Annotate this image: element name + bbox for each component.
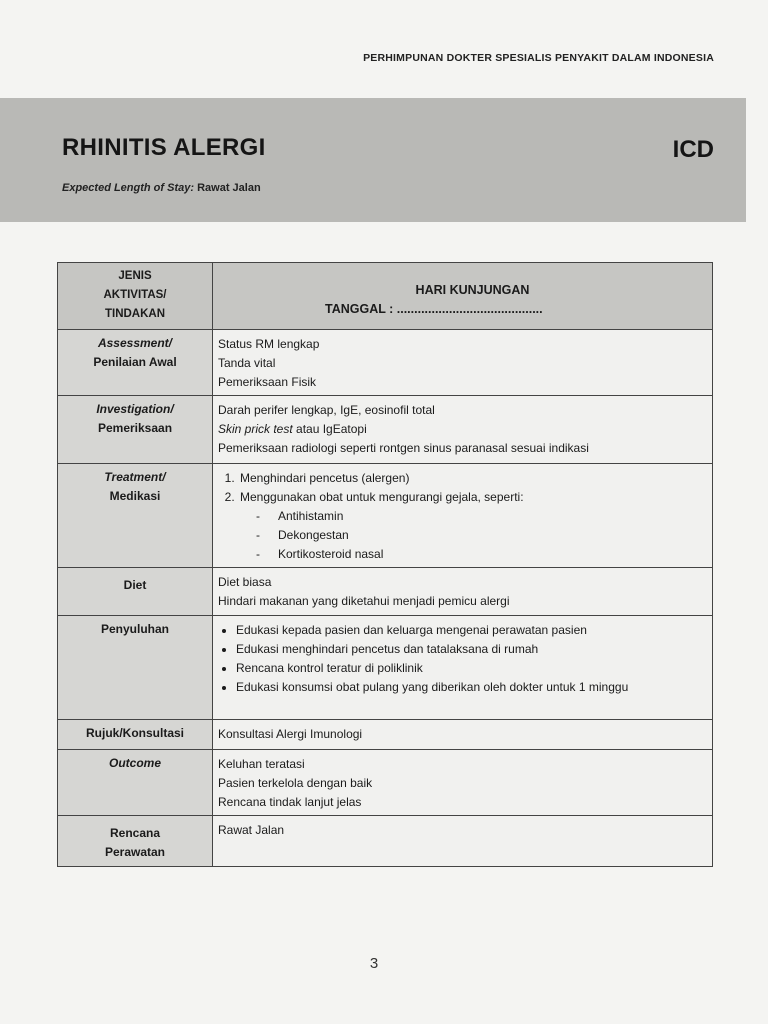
list-item: • Edukasi konsumsi obat pulang yang diberikan oleh dokter untuk 1 minggu [236,678,706,697]
table-row [58,720,713,750]
page-number: 3 [369,955,379,972]
table-row [58,396,713,464]
row-content-treatment [213,464,713,568]
title-banner [0,98,746,222]
row-content-outcome: Keluhan teratasi Pasien terkelola dengan baik Rencana tindak lanjut jelas [213,750,713,816]
los-label: Expected Length of Stay: [62,182,195,194]
row-content-penyuluhan [213,616,713,720]
row-content-investigation: Darah perifer lengkap, IgE, eosinofil total Skin prick test atau IgEatopi Pemeriksaan radiologi seperti rontgen sinus paranasal sesuai indikasi [213,396,713,464]
list-item: • Edukasi menghindari pencetus dan tatalaksana di rumah [236,640,706,659]
clinical-pathway-table [57,262,713,867]
list-item: • Edukasi kepada pasien dan keluarga mengenai perawatan pasien [236,621,706,640]
list-item: 2. Menggunakan obat untuk mengurangi gejala, seperti: - Antihistamin - Dekongestan - Kortikosteroid nasal [238,488,706,564]
activity-column-header: JENIS AKTIVITAS/ TINDAKAN [58,263,213,330]
table-row [58,616,713,720]
visit-day-column-header [213,263,713,330]
row-label-diet: Diet [58,568,213,616]
education-list [218,621,706,697]
table-row [58,750,713,816]
list-item: 1. Menghindari pencetus (alergen) [238,469,706,488]
row-content-diet: Diet biasa Hindari makanan yang diketahui menjadi pemicu alergi [213,568,713,616]
los-value: Rawat Jalan [197,182,261,194]
list-item: - Antihistamin [254,507,706,526]
row-label-penyuluhan: Penyuluhan [58,616,213,720]
row-label-investigation: Investigation/ Pemeriksaan [58,396,213,464]
table-row [58,816,713,867]
table-row [58,568,713,616]
list-item: • Rencana kontrol teratur di poliklinik [236,659,706,678]
row-label-treatment: Treatment/ Medikasi [58,464,213,568]
date-label: TANGGAL : .......................................... [325,302,543,316]
row-label-rencana: Rencana Perawatan [58,816,213,867]
row-content-rujuk: Konsultasi Alergi Imunologi [213,720,713,750]
row-label-outcome: Outcome [58,750,213,816]
row-content-rencana: Rawat Jalan [213,816,713,867]
row-label-assessment: Assessment/ Penilaian Awal [58,330,213,396]
list-item: - Dekongestan [254,526,706,545]
page-title: RHINITIS ALERGI [62,134,266,161]
visit-day-label: HARI KUNJUNGAN [415,283,530,297]
table-row [58,330,713,396]
table-header-row [58,263,713,330]
row-label-rujuk: Rujuk/Konsultasi [58,720,213,750]
organization-header: PERHIMPUNAN DOKTER SPESIALIS PENYAKIT DALAM INDONESIA [363,52,714,64]
table-row [58,464,713,568]
list-item: - Kortikosteroid nasal [254,545,706,564]
icd-code-label: ICD [672,136,714,163]
medication-list [240,507,706,564]
length-of-stay [62,182,261,194]
treatment-steps [218,469,706,564]
row-content-assessment: Status RM lengkap Tanda vital Pemeriksaan Fisik [213,330,713,396]
